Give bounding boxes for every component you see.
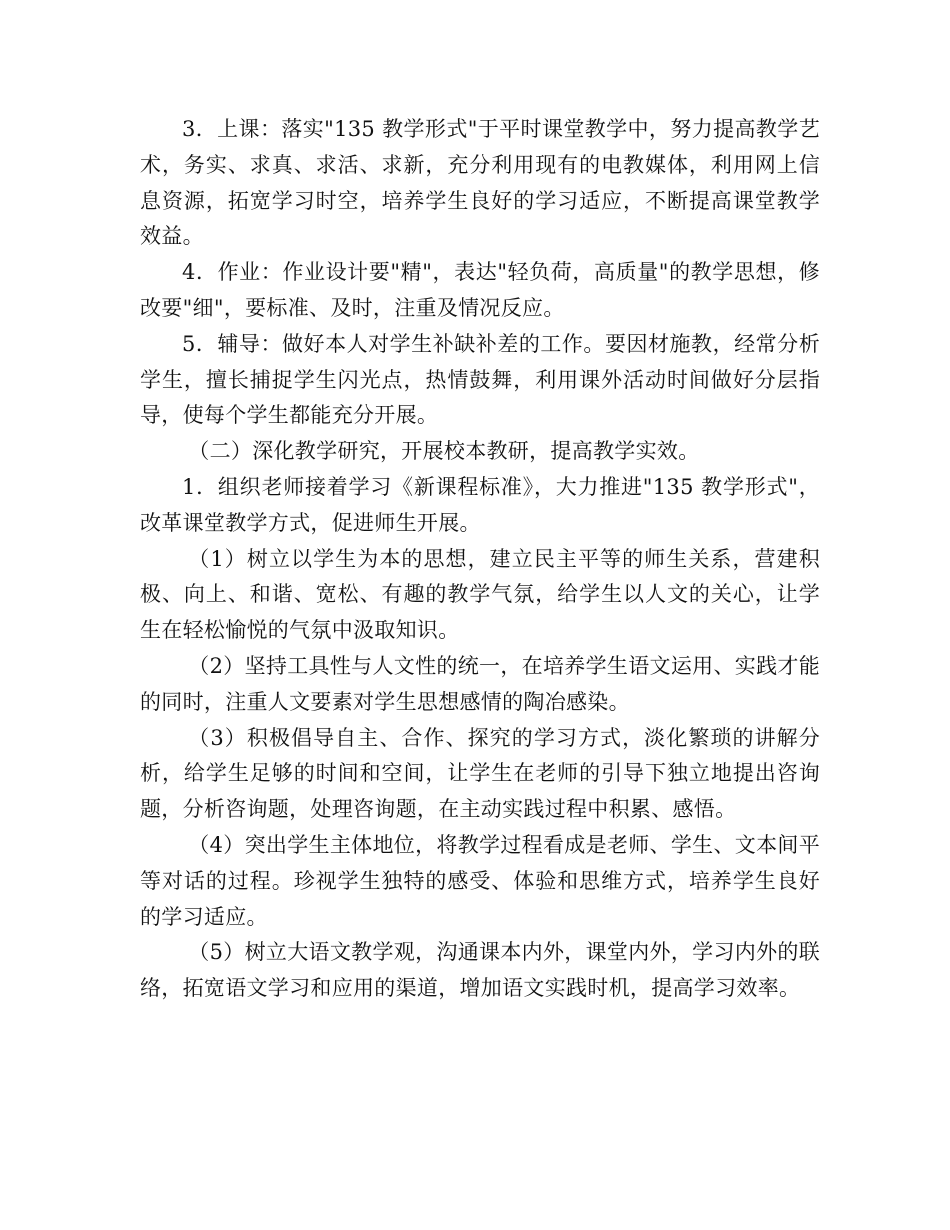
section-heading-teaching-research: （二）深化教学研究，开展校本教研，提高教学实效。 [188,439,700,464]
list-item-1: （1）树立以学生为本的思想，建立民主平等的师生关系，营建积极、向上、和谐、宽松、有趣的教学气氛，给学生以人文的关心，让学生在轻松愉悦的气氛中汲取知识。 [140,546,820,643]
paragraph-homework: 4．作业：作业设计要"精"，表达"轻负荷，高质量"的教学思想，修改要"细"，要标准、及时，注重及情况反应。 [140,260,820,320]
list-item-3: （3）积极倡导自主、合作、探究的学习方式，淡化繁琐的讲解分析，给学生足够的时间和空间，让学生在老师的引导下独立地提出咨询题，分析咨询题，处理咨询题，在主动实践过程中积累、感悟。 [140,725,820,822]
paragraph-class-teaching: 3．上课：落实"135 教学形式"于平时课堂教学中，努力提高教学艺术，务实、求真、求活、求新，充分利用现有的电教媒体，利用网上信息资源，拓宽学习时空，培养学生良好的学习适应，不断提高课堂教学效益。 [140,117,820,249]
list-item-5: （5）树立大语文教学观，沟通课本内外，课堂内外，学习内外的联络，拓宽语文学习和应用的渠道，增加语文实践时机，提高学习效率。 [140,940,820,1001]
paragraph-tutoring: 5．辅导：做好本人对学生补缺补差的工作。要因材施教，经常分析学生，擅长捕捉学生闪光点，热情鼓舞，利用课外活动时间做好分层指导，使每个学生都能充分开展。 [140,331,820,428]
paragraph-curriculum-standard: 1．组织老师接着学习《新课程标准》，大力推进"135 教学形式"，改革课堂教学方式，促进师生开展。 [140,474,820,535]
document-body [140,112,820,1007]
list-item-2: （2）坚持工具性与人文性的统一，在培养学生语文运用、实践才能的同时，注重人文要素对学生思想感情的陶冶感染。 [140,653,820,714]
list-item-4: （4）突出学生主体地位，将教学过程看成是老师、学生、文本间平等对话的过程。珍视学生独特的感受、体验和思维方式，培养学生良好的学习适应。 [140,832,820,929]
